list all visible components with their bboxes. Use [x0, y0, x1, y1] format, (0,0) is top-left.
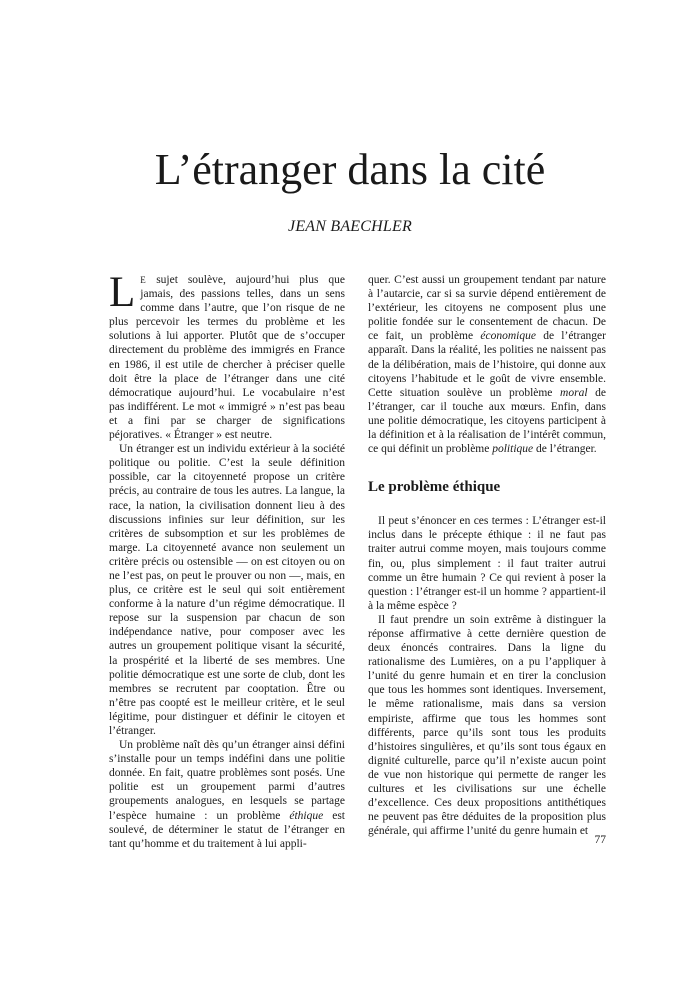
- emphasis-ethique: éthique: [289, 809, 324, 822]
- emphasis-politique: politique: [492, 443, 534, 456]
- article-author: JEAN BAECHLER: [288, 218, 412, 235]
- paragraph-text: de l’étranger, car il touche aux mœurs. Enfin, dans une politie démocratique, les citoyens participent à la définition et à la réalisation de l’intérêt commun, ce qui définit un problème: [368, 386, 607, 456]
- drop-cap: L: [109, 269, 136, 316]
- emphasis-economique: économique: [480, 330, 536, 343]
- paragraph-text: de l’étranger.: [533, 443, 597, 456]
- paragraph-intro-text: sujet soulève, aujourd’hui plus que jamais, des passions telles, dans un sens comme dans l’autre, que l’on risque de ne plus percevoir les termes du problème et les solutions à lui apporter. Plutôt que de s’occuper directement du problème des immigrés en France en 1986, il est utile de chercher à préciser quelle doit être la place de l’étranger dans une cité démocratique aujourd’hui. Le vocabulaire n’est pas indifférent. Le mot « immigré » n’est pas beau et a fini par se charger de significations péjoratives. « Étranger » est neutre.: [109, 274, 345, 442]
- paragraph-text: est soulevé, de déterminer le statut de l’étranger en tant qu’homme et du traitement à lui appli-: [109, 809, 346, 850]
- text-column-left: [109, 269, 346, 851]
- text-column-right: [368, 273, 606, 838]
- article-title: L’étranger dans la cité: [154, 145, 546, 194]
- first-word-smallcaps: E: [140, 275, 147, 285]
- paragraph-four-problems-cont: [368, 273, 606, 456]
- paragraph-ethical-question: Il peut s’énoncer en ces termes : L’étranger est-il inclus dans le précepte éthique : il ne faut pas traiter autrui comme moyen, mais toujours comme fin, ou, plus simplement : il faut traiter autrui comme un être humain ? Ce qui revient à poser la question : l’étranger est-il un homme ? appartient-il à la même espèce ?: [368, 515, 606, 612]
- paragraph-four-problems: [109, 738, 345, 851]
- paragraph-intro: [109, 269, 345, 442]
- paragraph-text: de l’étranger apparaît. Dans la réalité, les polities ne naissent pas de la délibération, mais de l’histoire, qui donne aux citoyens l’habitude et le goût de vivre ensemble. Cette situation soulève un problème: [368, 330, 606, 399]
- paragraph-text: quer. C’est aussi un groupement tendant par nature à l’autarcie, car si sa survie dépend entièrement de l’extérieur, les citoyens ne composent plus une politie fondée sur le consentement de chacun. De ce fait, un problème: [368, 274, 606, 343]
- paragraph-rationalism: Il faut prendre un soin extrême à distinguer la réponse affirmative à cette dernière question de deux énoncés contraires. Dans la ligne du rationalisme des Lumières, on a pu l’appliquer à l’unité du genre humain et en tirer la conclusion que tous les hommes sont identiques. Inversement, le même rationalisme, mais dans sa version empiriste, affirme que tous les hommes sont différents, parce qu’ils sont tous les produits d’histoires singulières, et qu’ils sont tous égaux en dignité culturelle, parce qu’il n’existe aucun point de vue non historique qui permette de ranger les cultures et les civilisations sur une échelle d’excellence. Ces deux propositions antithétiques ne peuvent pas être déduites de la proposition plus générale, qui affirme l’unité du genre humain et: [368, 613, 606, 838]
- section-heading: Le problème éthique: [368, 479, 501, 496]
- paragraph-definition: Un étranger est un individu extérieur à la société politique ou politie. C’est la seule définition possible, car la citoyenneté propose un critère précis, au contraire de tous les autres. La langue, la race, la nation, la civilisation donnent lieu à des discussions infinies sur leur définition, sur les critères de subsomption et sur les problèmes de marge. La citoyenneté avance non seulement un critère précis ou ostensible — on est citoyen ou on ne l’est pas, on peut le prouver ou non —, mais, en plus, ce critère est le seul qui soit entièrement conforme à la nature d’un régime démocratique. Il repose sur la suspension par chacun de son indépendance native, pour composer avec les autres un groupement politique visant la sécurité, la prospérité et la liberté de ses membres. Une politie démocratique est une sorte de club, dont les membres se recrutent par cooptation. Être ou n’être pas coopté est le meilleur critère, et le seul légitime, pour distinguer et définir le citoyen et l’étranger.: [109, 443, 345, 737]
- page-number: 77: [594, 834, 606, 846]
- paragraph-text: Un problème naît dès qu’un étranger ainsi défini s’installe pour un temps indéfini dans une politie donnée. En fait, quatre problèmes sont posés. Une politie est un groupement parmi d’autres groupements analogues, en lesquels se partage l’espèce humaine : un problème: [109, 739, 345, 822]
- emphasis-moral: moral: [560, 386, 588, 399]
